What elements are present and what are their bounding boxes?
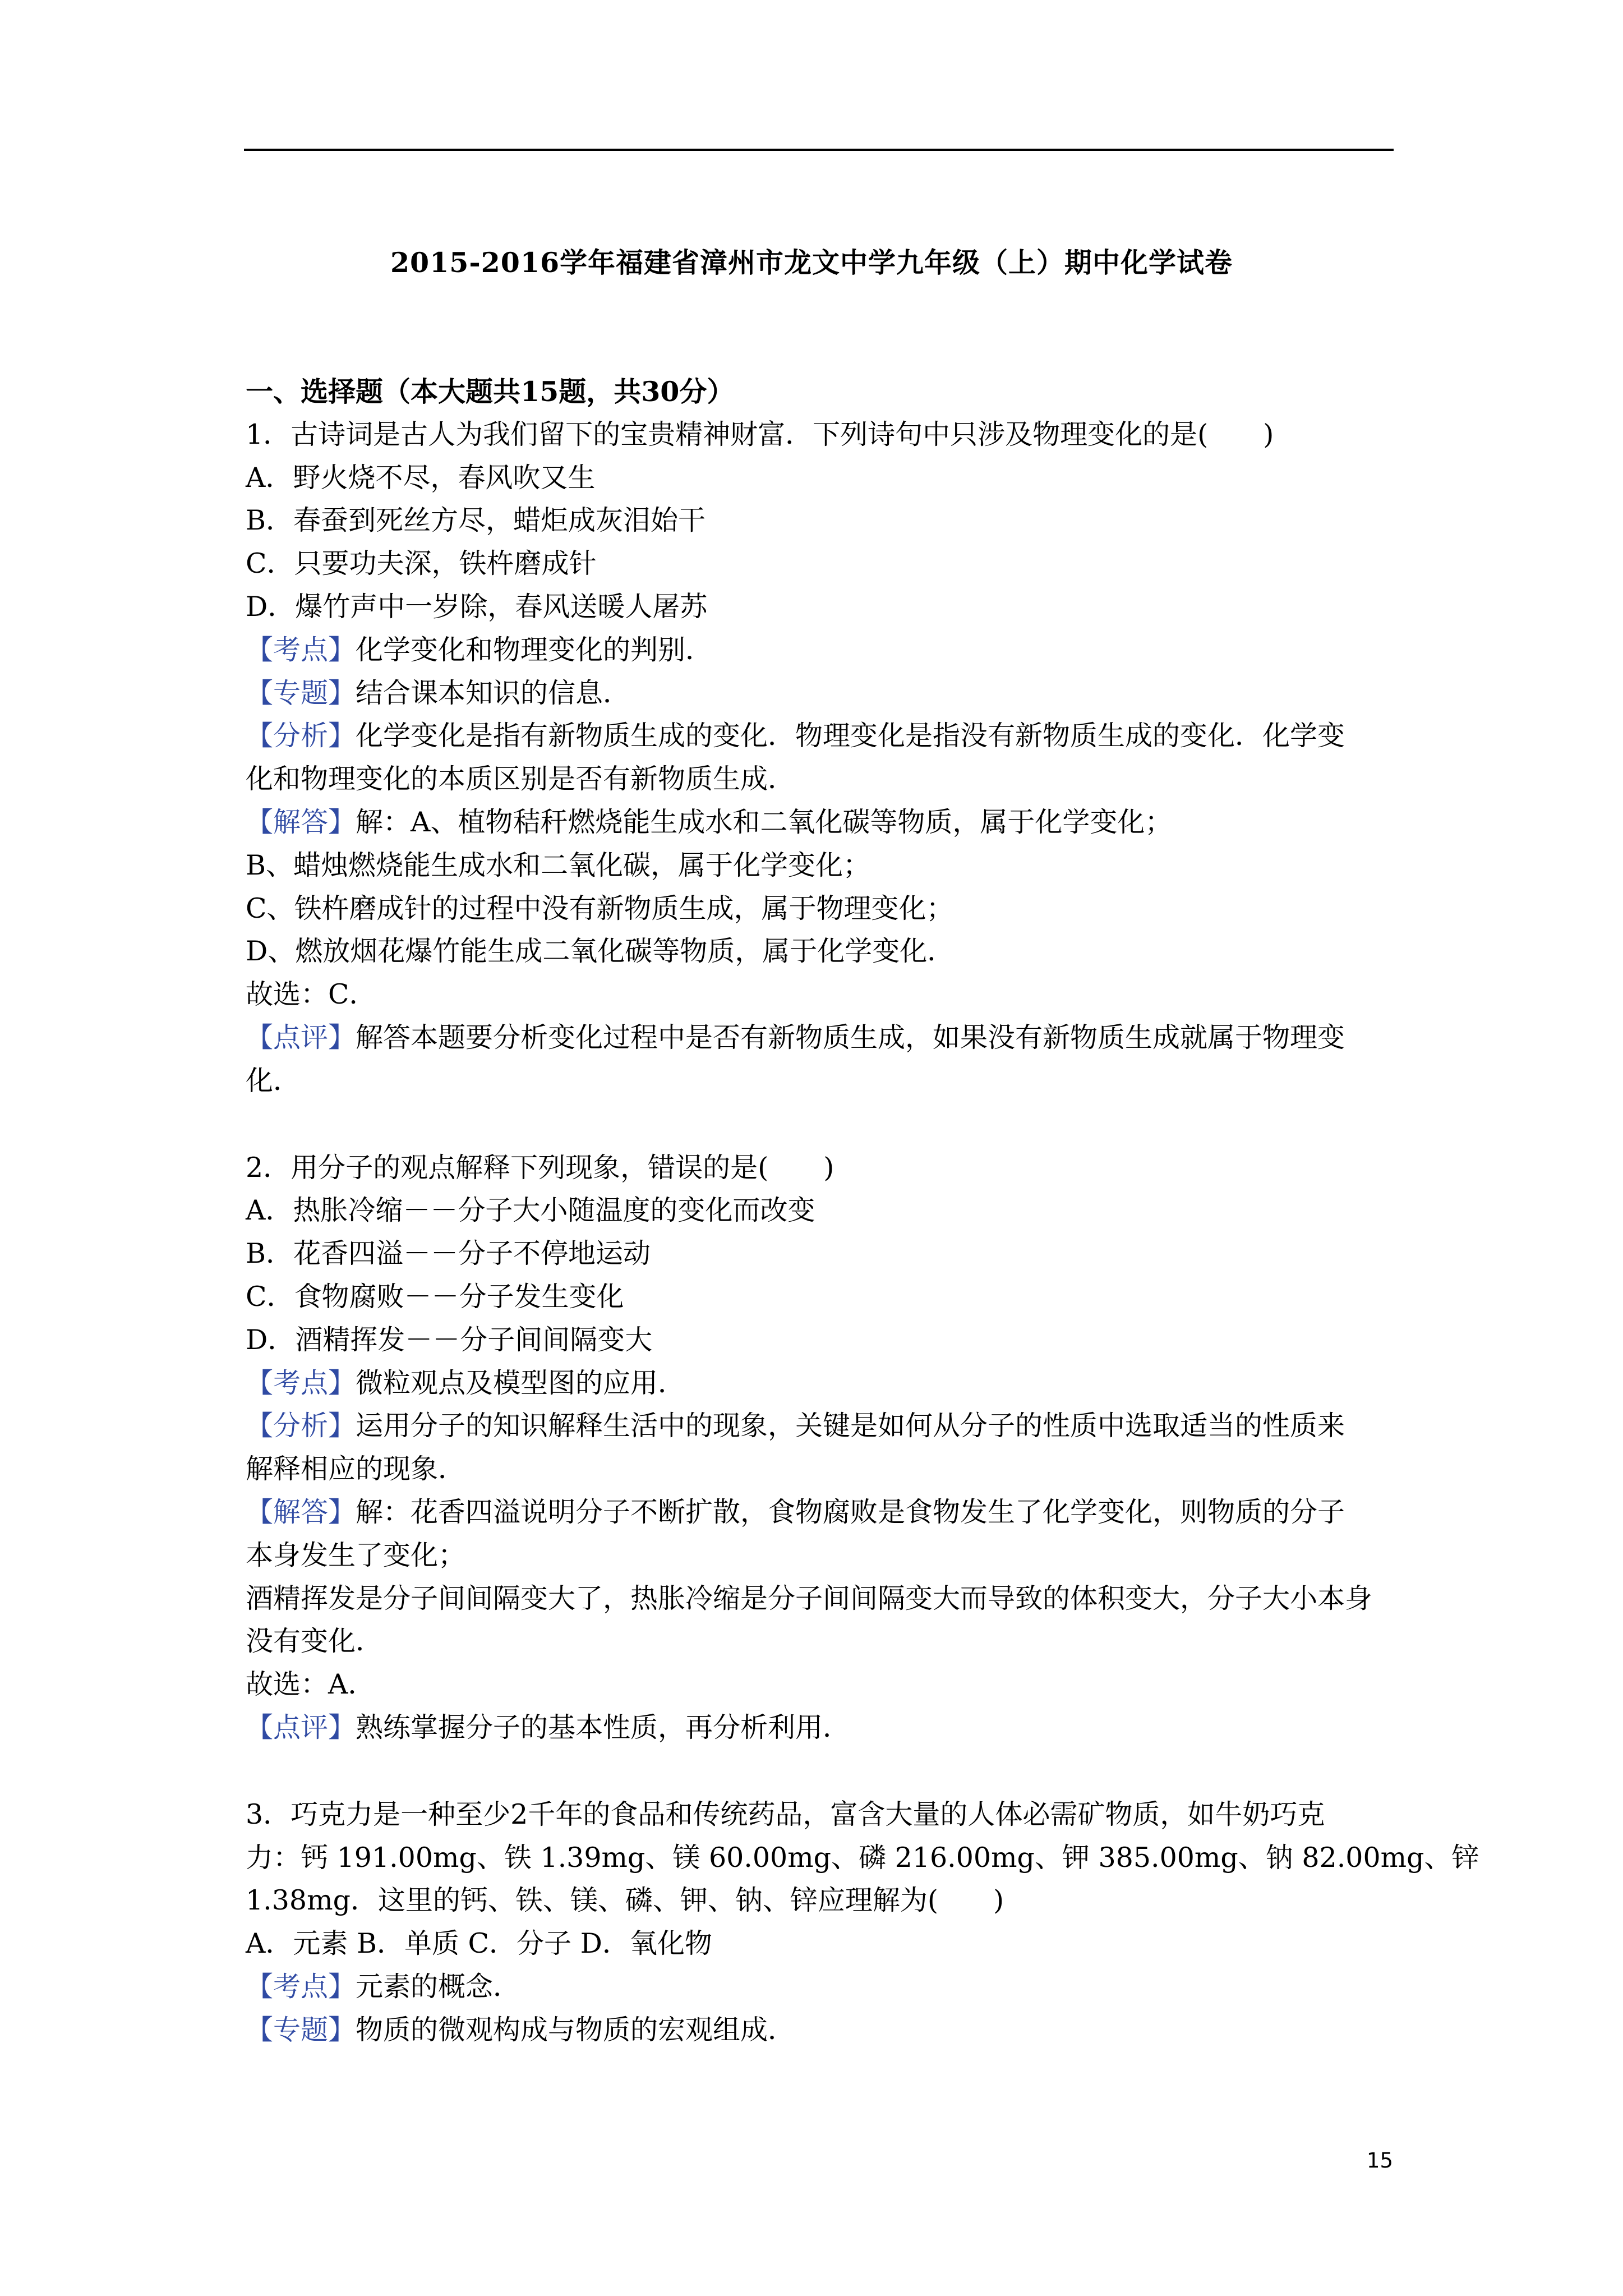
q2-option-a: A．热胀冷缩－－分子大小随温度的变化而改变 (246, 1194, 815, 1227)
dianping-tag: 【点评】 (246, 1021, 356, 1053)
q1-kaodian-text: 化学变化和物理变化的判别． (356, 633, 713, 666)
q1-zhuanti-text: 结合课本知识的信息． (356, 677, 631, 709)
q1-option-b: B．春蚕到死丝方尽，蜡炬成灰泪始干 (246, 504, 706, 537)
q1-dianping-text-1: 解答本题要分析变化过程中是否有新物质生成，如果没有新物质生成就属于物理变 (356, 1021, 1345, 1053)
jieda-tag: 【解答】 (246, 1496, 356, 1528)
header-rule (244, 149, 1394, 151)
fenxi-tag: 【分析】 (246, 1410, 356, 1442)
q3-stem-1: 3．巧克力是一种至少2千年的食品和传统药品，富含大量的人体必需矿物质，如牛奶巧克 (246, 1798, 1325, 1830)
q1-option-a: A．野火烧不尽，春风吹又生 (246, 461, 596, 494)
q2-dianping-text: 熟练掌握分子的基本性质，再分析利用． (356, 1711, 851, 1743)
q3-stem-3: 1.38mg．这里的钙、铁、镁、磷、钾、钠、锌应理解为( ) (246, 1884, 1004, 1917)
q2-jieda-line-2: 本身发生了变化； (246, 1539, 466, 1571)
kaodian-tag: 【考点】 (246, 1366, 356, 1399)
q2-jieda-line-3: 酒精挥发是分子间间隔变大了，热胀冷缩是分子间间隔变大而导致的体积变大，分子大小本身 (246, 1582, 1373, 1614)
dianping-tag: 【点评】 (246, 1711, 356, 1743)
q2-option-b: B．花香四溢－－分子不停地运动 (246, 1237, 651, 1270)
q3-kaodian (246, 1966, 1401, 2009)
q1-jieda-line-2: B、蜡烛燃烧能生成水和二氧化碳，属于化学变化； (246, 849, 871, 881)
kaodian-tag: 【考点】 (246, 1970, 356, 2003)
q2-kaodian-text: 微粒观点及模型图的应用． (356, 1366, 686, 1399)
q2-fenxi-text-1: 运用分子的知识解释生活中的现象，关键是如何从分子的性质中选取适当的性质来 (356, 1410, 1345, 1442)
jieda-tag: 【解答】 (246, 806, 356, 838)
q3-zhuanti (246, 2009, 1401, 2052)
q2-jieda-text-1: 解：花香四溢说明分子不断扩散，食物腐败是食物发生了化学变化，则物质的分子 (356, 1496, 1345, 1528)
q1-jieda-text-1: 解：A、植物秸秆燃烧能生成水和二氧化碳等物质，属于化学变化； (356, 806, 1173, 838)
q2-answer: 故选：A． (246, 1668, 376, 1701)
q1-kaodian (246, 629, 1401, 672)
q1-option-c: C．只要功夫深，铁杵磨成针 (246, 547, 597, 580)
q2-fenxi-cont: 解释相应的现象． (246, 1453, 466, 1485)
page-number: 15 (1366, 2148, 1393, 2173)
q1-jieda (246, 801, 1401, 844)
q1-fenxi-text-1: 化学变化是指有新物质生成的变化．物理变化是指没有新物质生成的变化．化学变 (356, 720, 1345, 752)
q3-kaodian-text: 元素的概念． (356, 1970, 521, 2003)
section-heading: 一、选择题（本大题共15题，共30分） (246, 375, 735, 408)
page-title: 2015-2016学年福建省漳州市龙文中学九年级（上）期中化学试卷 (390, 246, 1233, 279)
q2-kaodian (246, 1362, 1401, 1405)
q2-option-d: D．酒精挥发－－分子间间隔变大 (246, 1323, 653, 1356)
q1-jieda-line-3: C、铁杵磨成针的过程中没有新物质生成，属于物理变化； (246, 892, 954, 924)
document-body (246, 370, 1479, 2051)
q1-zhuanti (246, 672, 1401, 715)
fenxi-tag: 【分析】 (246, 720, 356, 752)
q2-option-c: C．食物腐败－－分子发生变化 (246, 1280, 624, 1313)
q3-zhuanti-text: 物质的微观构成与物质的宏观组成． (356, 2013, 796, 2046)
kaodian-tag: 【考点】 (246, 633, 356, 666)
q2-jieda-line-4: 没有变化． (246, 1625, 384, 1658)
zhuanti-tag: 【专题】 (246, 677, 356, 709)
q1-jieda-line-4: D、燃放烟花爆竹能生成二氧化碳等物质，属于化学变化． (246, 935, 955, 968)
q3-options: A．元素 B．单质 C．分子 D．氧化物 (246, 1927, 712, 1960)
q1-fenxi (246, 715, 1401, 758)
q2-dianping (246, 1706, 1401, 1750)
q1-answer: 故选：C． (246, 978, 377, 1011)
q1-dianping-cont: 化． (246, 1064, 301, 1097)
q1-option-d: D．爆竹声中一岁除，春风送暖人屠苏 (246, 590, 708, 623)
q2-fenxi (246, 1405, 1401, 1448)
q2-jieda (246, 1491, 1401, 1534)
q1-fenxi-cont: 化和物理变化的本质区别是否有新物质生成． (246, 763, 796, 795)
q1-stem: 1．古诗词是古人为我们留下的宝贵精神财富．下列诗句中只涉及物理变化的是( ) (246, 418, 1274, 450)
zhuanti-tag: 【专题】 (246, 2013, 356, 2046)
q2-stem: 2．用分子的观点解释下列现象，错误的是( ) (246, 1151, 834, 1184)
q1-dianping (246, 1016, 1401, 1060)
q3-stem-2: 力：钙 191.00mg、铁 1.39mg、镁 60.00mg、磷 216.00mg、钾 385.00mg、钠 82.00mg、锌 (246, 1841, 1479, 1874)
